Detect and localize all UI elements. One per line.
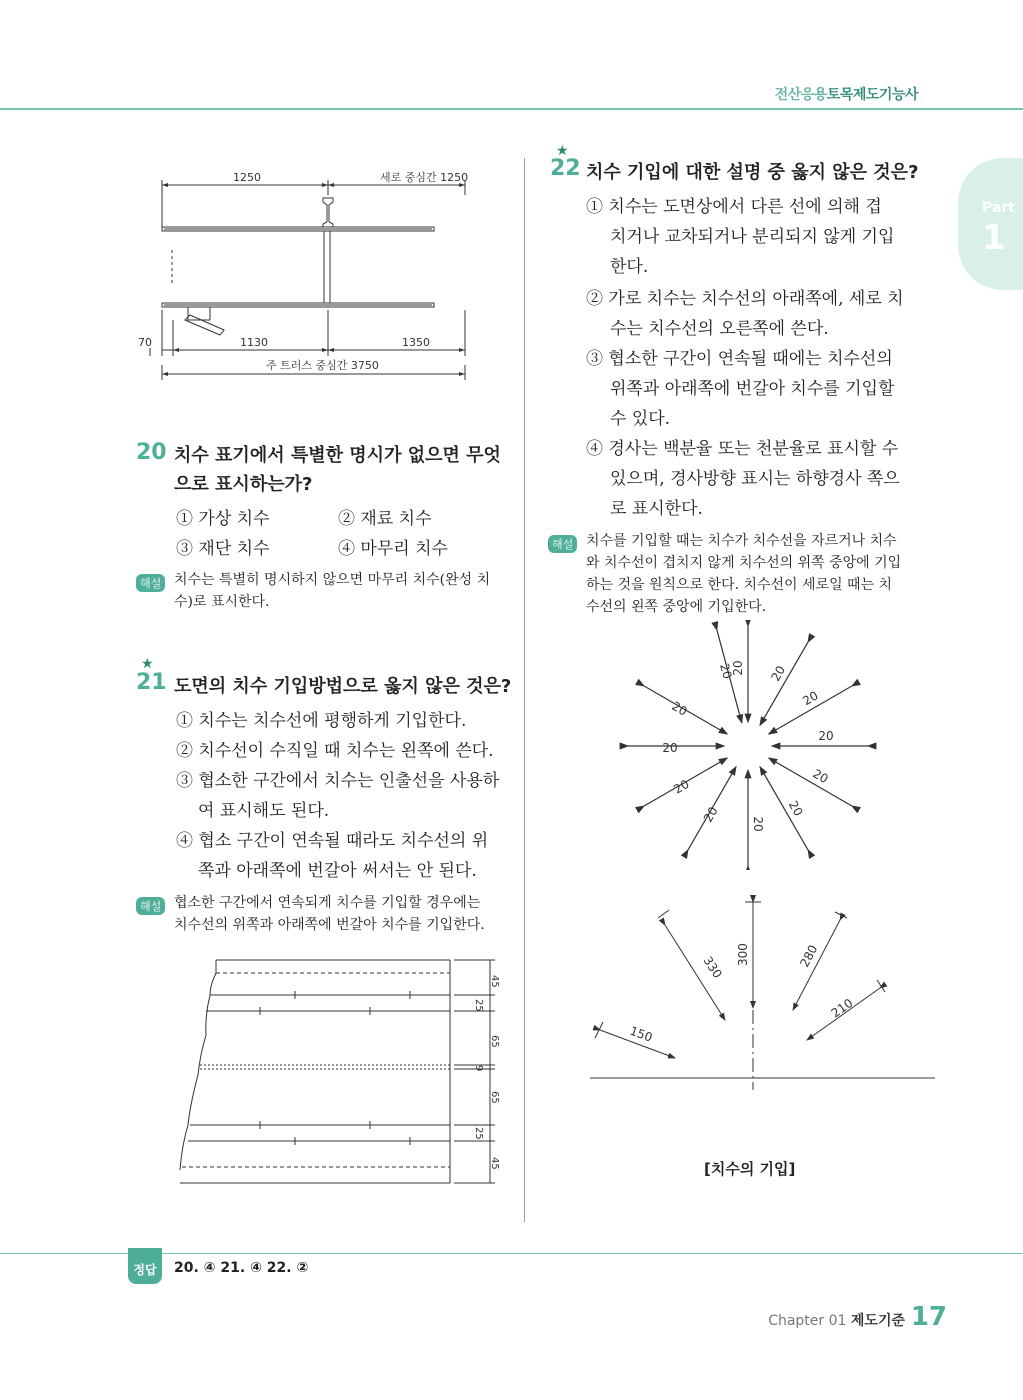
answer-key: 20. ④ 21. ④ 22. ②: [174, 1260, 309, 1276]
q21-option-4b: 쪽과 아래쪽에 번갈아 써서는 안 된다.: [198, 861, 477, 881]
q22-option-4a: ④ 경사는 백분율 또는 천분율로 표시할 수: [586, 439, 899, 459]
q21-stem: 도면의 치수 기입방법으로 옳지 않은 것은?: [174, 676, 512, 697]
q20-explanation-2: 수)로 표시한다.: [174, 594, 270, 610]
q22-star: ★: [556, 143, 569, 159]
q20-option-1: ① 가상 치수: [176, 509, 270, 529]
q21-explanation-2: 치수선의 위쪽과 아래쪽에 번갈아 치수를 기입한다.: [174, 917, 485, 933]
dim-b1: 70: [138, 336, 152, 349]
dim-330: 330: [700, 954, 725, 981]
dim-v-3: 65: [489, 1035, 500, 1048]
part-label: Part: [982, 200, 1015, 216]
q22-option-3a: ③ 협소한 구간이 연속될 때에는 치수선의: [586, 349, 893, 369]
footer-chapter-title: 제도기준: [850, 1313, 905, 1329]
dim-b3: 1350: [402, 336, 430, 349]
q22-explanation-badge: [548, 533, 577, 553]
q21-option-3b: 여 표시해도 된다.: [198, 801, 330, 821]
section-dimension-figure: [170, 955, 510, 1185]
q21-badge-label: 해설: [136, 897, 165, 915]
q22-stem: 치수 기입에 대한 설명 중 옳지 않은 것은?: [586, 162, 919, 183]
dim-v-5: 65: [489, 1091, 500, 1104]
radial-label: 20: [700, 804, 721, 825]
dim-top-left: 1250: [233, 171, 261, 184]
radial-label: 20: [751, 816, 765, 832]
dim-150: 150: [627, 1023, 655, 1045]
q20-stem-2: 으로 표시하는가?: [174, 474, 313, 495]
footer-chapter: [768, 1310, 905, 1330]
q22-explanation-4: 수선의 왼쪽 중앙에 기입한다.: [586, 599, 767, 615]
q20-badge-label: 해설: [136, 574, 165, 592]
dim-top-right: 세로 중심간 1250: [380, 171, 469, 184]
radial-label: 20: [671, 776, 692, 797]
header-rule: [0, 108, 1023, 110]
radial-label: 20: [662, 741, 678, 755]
dim-v-2: 25: [473, 999, 484, 1012]
q22-explanation-3: 하는 것을 원칙으로 한다. 치수선이 세로일 때는 치: [586, 577, 893, 593]
figure-caption: [치수의 기입]: [704, 1160, 796, 1178]
dim-v-4: 9: [473, 1065, 484, 1072]
fan-dimension-figure: [585, 890, 945, 1090]
part-number: 1: [982, 218, 1006, 258]
q21-option-4a: ④ 협소 구간이 연속될 때라도 치수선의 위: [176, 831, 489, 851]
radial-label: 20: [785, 798, 806, 819]
q22-option-1a: ① 치수는 도면상에서 다른 선에 의해 겹: [586, 197, 882, 217]
q21-explanation-badge: [136, 895, 165, 915]
dim-v-7: 45: [489, 1157, 500, 1170]
dim-total: 주 트러스 중심간 3750: [266, 359, 379, 372]
radial-label: 20: [717, 661, 735, 681]
q21-option-2: ② 치수선이 수직일 때 치수는 왼쪽에 쓴다.: [176, 741, 494, 761]
q21-star: ★: [141, 656, 154, 672]
q20-explanation-badge: [136, 572, 165, 592]
radial-label: 20: [768, 663, 789, 684]
radial-label: 20: [810, 766, 831, 787]
radial-arrow: [760, 642, 808, 725]
q22-option-3b: 위쪽과 아래쪽에 번갈아 치수를 기입할: [610, 379, 895, 399]
q22-explanation-1: 치수를 기입할 때는 치수가 치수선을 자르거나 치수: [586, 533, 897, 549]
dim-210: 210: [828, 995, 856, 1021]
q21-option-1: ① 치수는 치수선에 평행하게 기입한다.: [176, 711, 467, 731]
q20-stem-1: 치수 표기에서 특별한 명시가 없으면 무엇: [174, 445, 501, 466]
header-title-a: 전산응용: [774, 87, 827, 103]
dim-b2: 1130: [240, 336, 268, 349]
radial-label: 20: [800, 688, 821, 709]
header-title-b: 토목제도기능사: [826, 87, 918, 103]
answer-badge: 정답: [128, 1248, 162, 1284]
q22-option-2a: ② 가로 치수는 치수선의 아래쪽에, 세로 치: [586, 289, 904, 309]
q20-option-2: ② 재료 치수: [338, 509, 432, 529]
footer-chapter-no: Chapter 01: [768, 1313, 847, 1329]
radial-dimension-figure: [600, 620, 900, 870]
dim-300: 300: [736, 943, 750, 966]
radial-label: 20: [818, 729, 834, 743]
running-header: [775, 84, 918, 104]
q20-explanation-1: 치수는 특별히 명시하지 않으면 마무리 치수(완성 치: [174, 572, 491, 588]
q22-badge-label: 해설: [548, 535, 577, 553]
q22-option-1b: 치거나 교차되거나 분리되지 않게 기입: [610, 227, 895, 247]
page-number: 17: [910, 1302, 947, 1332]
dim-280: 280: [797, 942, 821, 970]
q22-option-4c: 로 표시한다.: [610, 499, 703, 519]
q20-stem: [136, 440, 167, 465]
truss-section-figure: [130, 160, 520, 390]
radial-arrow: [769, 758, 852, 806]
dim-v-1: 45: [489, 975, 500, 988]
q20-option-4: ④ 마무리 치수: [338, 539, 448, 559]
q22-explanation-2: 와 치수선이 겹치지 않게 치수선의 위쪽 중앙에 기입: [586, 555, 902, 571]
q22-option-1c: 한다.: [610, 257, 649, 277]
part-tab: [958, 158, 1023, 290]
q20-option-3: ③ 재단 치수: [176, 539, 270, 559]
q22-option-2b: 수는 치수선의 오른쪽에 쓴다.: [610, 319, 829, 339]
q20-number: 20: [136, 440, 167, 465]
q21-option-3a: ③ 협소한 구간에서 치수는 인출선을 사용하: [176, 771, 500, 791]
q22-number: 22: [550, 156, 581, 181]
radial-label: 20: [731, 660, 745, 676]
q22-option-3c: 수 있다.: [610, 409, 671, 429]
q22-option-4b: 있으며, 경사방향 표시는 하향경사 쪽으: [610, 469, 900, 489]
q21-number: 21: [136, 670, 167, 695]
column-divider: [524, 158, 525, 1222]
radial-label: 20: [669, 698, 690, 719]
q21-explanation-1: 협소한 구간에서 연속되게 치수를 기입할 경우에는: [174, 895, 481, 911]
dim-v-6: 25: [473, 1127, 484, 1140]
